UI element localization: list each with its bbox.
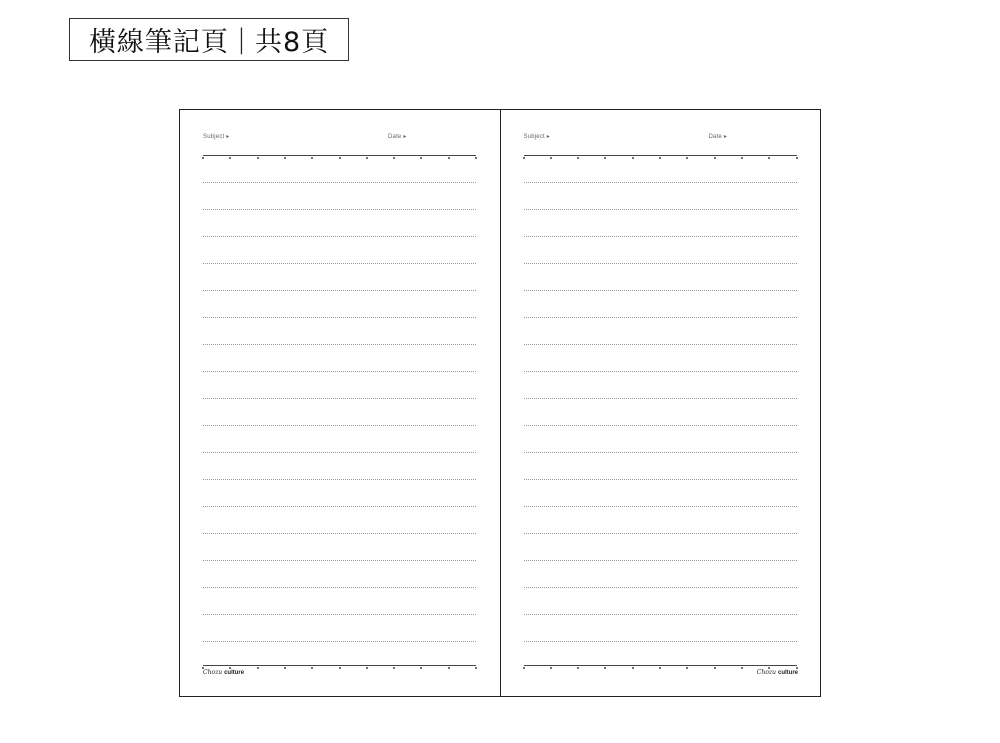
rule-tick (659, 667, 661, 669)
ruled-line (203, 398, 476, 399)
title-main: 橫線筆記頁 (88, 27, 229, 58)
ruled-line (203, 587, 476, 588)
rule-tick (284, 667, 286, 669)
rule-tick (202, 157, 204, 159)
ruled-line (203, 614, 476, 615)
rule-line (203, 665, 476, 666)
rule-tick (339, 157, 341, 159)
ruled-line (524, 263, 797, 264)
ruled-line (203, 317, 476, 318)
rule-tick (577, 157, 579, 159)
ruled-line (524, 641, 797, 642)
ruled-line (203, 452, 476, 453)
right-page (501, 110, 821, 696)
ruled-line (203, 641, 476, 642)
notebook-spread (179, 109, 821, 697)
ruled-line (203, 533, 476, 534)
ruled-line (524, 425, 797, 426)
rule-line (203, 155, 476, 156)
ruled-line (203, 344, 476, 345)
rule-tick (448, 157, 450, 159)
ruled-line (203, 236, 476, 237)
rule-tick (632, 157, 634, 159)
rule-tick (257, 157, 259, 159)
rule-tick (632, 667, 634, 669)
ruled-line (524, 182, 797, 183)
ruled-line (203, 506, 476, 507)
ruled-line (203, 560, 476, 561)
ruled-line (524, 209, 797, 210)
ruled-line (203, 290, 476, 291)
rule-line (524, 665, 797, 666)
brand-word: culture (224, 670, 245, 676)
ruled-line (524, 452, 797, 453)
ruled-line (524, 506, 797, 507)
rule-tick (714, 667, 716, 669)
subject-label: Subject ▸ (203, 134, 230, 140)
rule-tick (741, 667, 743, 669)
rule-tick (523, 667, 525, 669)
rule-tick (393, 667, 395, 669)
rule-tick (311, 157, 313, 159)
brand-word: culture (777, 670, 798, 676)
left-page (180, 110, 501, 696)
ruled-line (524, 236, 797, 237)
brand-logo (203, 669, 244, 676)
ruled-line (203, 209, 476, 210)
rule-tick (366, 157, 368, 159)
date-label: Date ▸ (708, 134, 728, 140)
rule-tick (475, 667, 477, 669)
brand-logo (757, 669, 798, 676)
rule-tick (741, 157, 743, 159)
ruled-line (524, 614, 797, 615)
ruled-line (524, 533, 797, 534)
rule-tick (686, 157, 688, 159)
rule-tick (229, 157, 231, 159)
ruled-line (524, 371, 797, 372)
rule-tick (577, 667, 579, 669)
rule-tick (686, 667, 688, 669)
header-rule (203, 155, 476, 159)
rule-line (524, 155, 797, 156)
brand-script: Chozu (756, 669, 776, 676)
rule-tick (284, 157, 286, 159)
title-separator: | (236, 24, 247, 55)
ruled-line (524, 479, 797, 480)
rule-tick (523, 157, 525, 159)
rule-tick (768, 157, 770, 159)
rule-tick (550, 157, 552, 159)
rule-tick (420, 157, 422, 159)
rule-tick (714, 157, 716, 159)
ruled-line (524, 398, 797, 399)
ruled-line (203, 182, 476, 183)
ruled-line (524, 317, 797, 318)
rule-tick (796, 157, 798, 159)
rule-tick (393, 157, 395, 159)
ruled-line (524, 560, 797, 561)
rule-tick (475, 157, 477, 159)
ruled-line (203, 479, 476, 480)
page-title (69, 18, 349, 61)
subject-label: Subject ▸ (523, 134, 550, 140)
ruled-line (203, 425, 476, 426)
ruled-line (524, 587, 797, 588)
rule-tick (339, 667, 341, 669)
title-page-count: 共8頁 (254, 27, 330, 58)
header-rule (524, 155, 797, 159)
rule-tick (604, 157, 606, 159)
ruled-line (203, 371, 476, 372)
ruled-line (524, 290, 797, 291)
rule-tick (604, 667, 606, 669)
rule-tick (659, 157, 661, 159)
rule-tick (550, 667, 552, 669)
date-label: Date ▸ (388, 134, 407, 140)
rule-tick (420, 667, 422, 669)
brand-script: Chozu (203, 669, 223, 676)
rule-tick (366, 667, 368, 669)
rule-tick (311, 667, 313, 669)
ruled-line (203, 263, 476, 264)
ruled-line (524, 344, 797, 345)
rule-tick (257, 667, 259, 669)
footer-rule (524, 665, 797, 669)
rule-tick (448, 667, 450, 669)
